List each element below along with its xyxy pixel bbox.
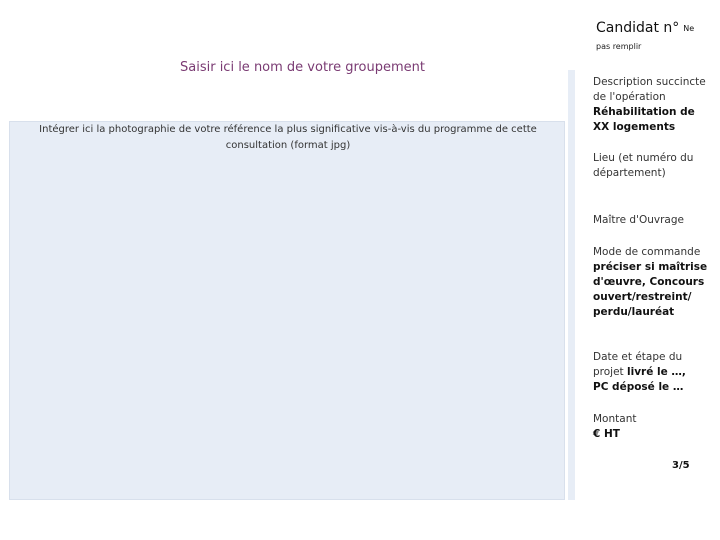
description-label: Description succincte de l'opération [593, 76, 706, 103]
description-value[interactable]: Réhabilitation de XX logements [593, 106, 695, 133]
montant-label: Montant [593, 413, 637, 425]
group-name-field[interactable]: Saisir ici le nom de votre groupement [180, 60, 425, 75]
maitre-block [593, 213, 713, 228]
date-block [593, 350, 713, 395]
candidat-label: Candidat n° [596, 20, 680, 36]
date-value-livre[interactable]: livré le …, [627, 366, 686, 378]
mode-value[interactable]: préciser si maîtrise d'œuvre, Concours ouvert/restreint/ perdu/lauréat [593, 261, 708, 318]
page-number: 3/5 [672, 460, 690, 471]
description-block [593, 75, 713, 135]
mode-block [593, 245, 713, 320]
maitre-ouvrage-label[interactable]: Maître d'Ouvrage [593, 214, 684, 226]
ne-label: Ne [683, 23, 695, 33]
date-value-pc[interactable]: PC déposé le … [593, 381, 684, 393]
montant-block [593, 412, 713, 442]
vertical-divider [568, 70, 575, 500]
lieu-label[interactable]: Lieu (et numéro du département) [593, 152, 694, 179]
mode-label: Mode de commande [593, 246, 701, 258]
date-label: Date et étape du projet [593, 351, 683, 378]
pas-remplir-note: pas remplir [596, 42, 642, 51]
photo-instruction: Intégrer ici la photographie de votre référence la plus significative vis-à-vis du programme de cette consultation (format jpg) [39, 124, 537, 151]
candidat-number-label [596, 20, 694, 36]
montant-value[interactable]: € HT [593, 428, 620, 440]
photo-placeholder-area[interactable] [9, 121, 565, 500]
lieu-block [593, 151, 713, 181]
